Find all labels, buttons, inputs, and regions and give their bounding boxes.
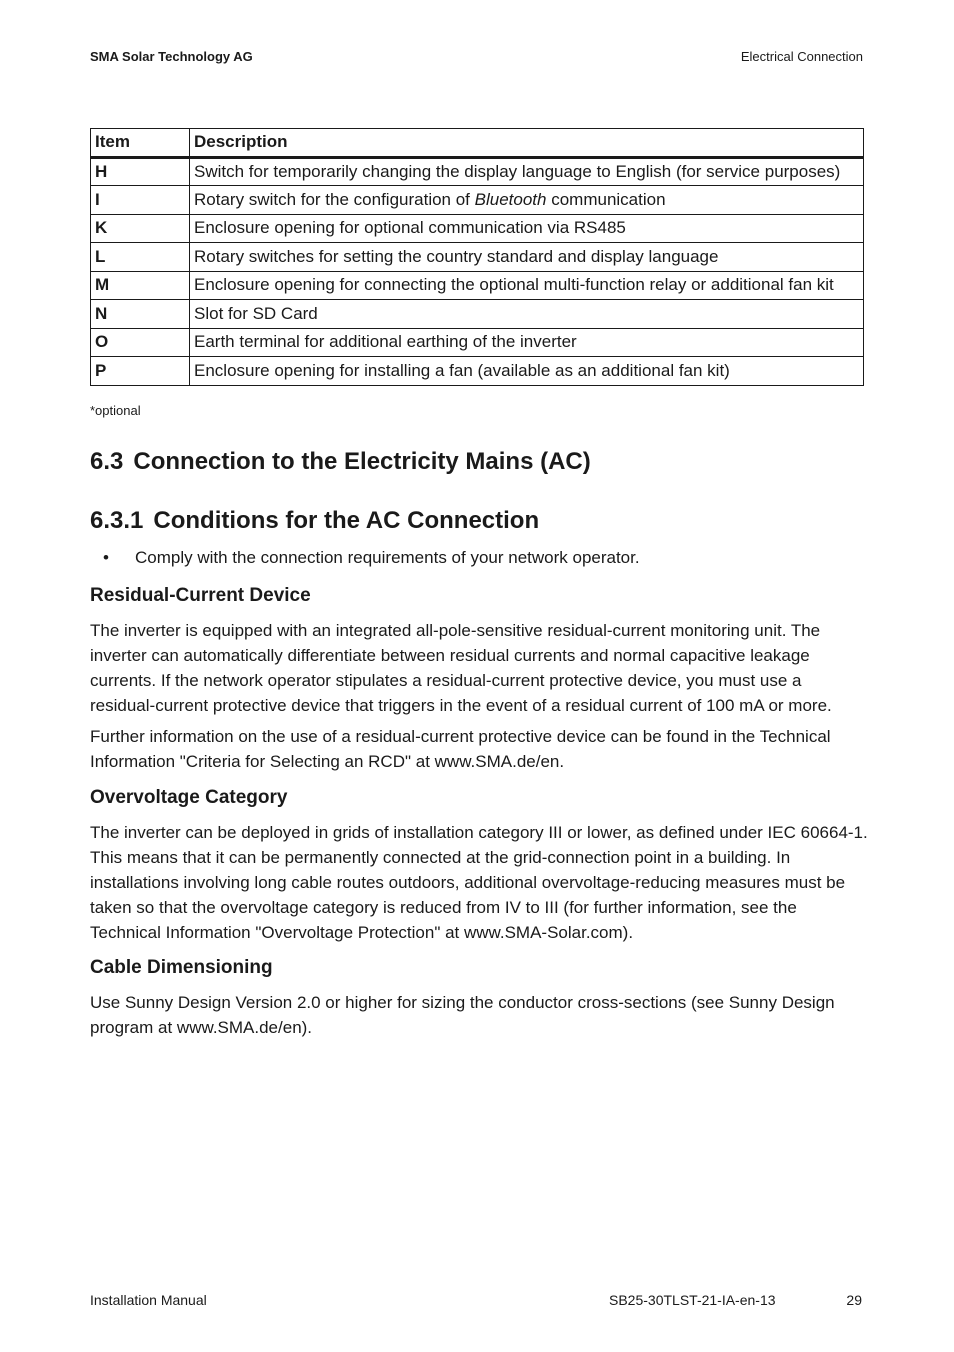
item-cell: N [91,300,190,329]
item-cell: O [91,328,190,357]
footer-document-title: Installation Manual [90,1292,207,1308]
table-header-row [91,129,864,158]
bullet-text: Comply with the connection requirements of your network operator. [135,548,640,567]
table-footnote: *optional [90,403,141,418]
table-row [91,328,864,357]
subsection-heading [90,507,539,535]
item-cell: P [91,357,190,386]
section-title: Connection to the Electricity Mains (AC) [133,448,591,475]
table-row [91,300,864,329]
column-header-item: Item [91,129,190,158]
item-cell: H [91,157,190,186]
subsection-number: 6.3.1 [90,507,144,534]
description-cell [190,186,864,215]
overvoltage-heading: Overvoltage Category [90,787,288,808]
table-row [91,243,864,272]
table-row [91,271,864,300]
section-number: 6.3 [90,448,124,475]
item-cell: L [91,243,190,272]
running-header-chapter: Electrical Connection [740,49,863,64]
bullet-symbol: • [103,548,109,567]
description-emphasis: Bluetooth [474,189,547,209]
description-cell: Earth terminal for additional earthing of the inverter [190,328,864,357]
item-cell: K [91,214,190,243]
table-row [91,214,864,243]
page-number: 29 [846,1292,862,1308]
rcd-paragraph-2: Further information on the use of a residual-current protective device can be found in the Technical Information "Criteria for Selecting an RCD" at www.SMA.de/en. [90,727,831,771]
cable-paragraph: Use Sunny Design Version 2.0 or higher for sizing the conductor cross-sections (see Sunny Design program at www.SMA.de/en). [90,993,835,1037]
rcd-paragraph-1: The inverter is equipped with an integrated all-pole-sensitive residual-current monitoring unit. The inverter can automatically differentiate between residual currents and normal capacitive leakage currents. If the network operator stipulates a residual-current protective device, you must use a residual-current protective device that triggers in the event of a residual current of 100 mA or more. [90,621,832,715]
cable-heading: Cable Dimensioning [90,957,273,978]
description-cell: Rotary switches for setting the country standard and display language [190,243,864,272]
table-row [91,157,864,186]
description-cell: Enclosure opening for installing a fan (available as an additional fan kit) [190,357,864,386]
description-cell: Switch for temporarily changing the display language to English (for service purposes) [190,157,864,186]
description-cell: Enclosure opening for connecting the optional multi-function relay or additional fan kit [190,271,864,300]
section-heading [90,448,591,476]
description-cell: Enclosure opening for optional communication via RS485 [190,214,864,243]
item-cell: M [91,271,190,300]
table-row [91,357,864,386]
item-cell: I [91,186,190,215]
overvoltage-paragraph: The inverter can be deployed in grids of installation category III or lower, as defined under IEC 60664-1. This means that it can be permanently connected at the grid-connection point in a building. In installations involving long cable routes outdoors, additional overvoltage-reducing measures must be taken so that the overvoltage category is reduced from IV to III (for further information, see the Technical Information "Overvoltage Protection" at www.SMA-Solar.com). [90,823,868,942]
footer-document-code: SB25-30TLST-21-IA-en-13 [609,1292,776,1308]
rcd-heading: Residual-Current Device [90,585,311,606]
description-text: Rotary switch for the configuration of [194,189,475,209]
subsection-title: Conditions for the AC Connection [153,507,540,534]
description-cell: Slot for SD Card [190,300,864,329]
description-text: communication [546,189,666,209]
table-row [91,186,864,215]
column-header-description: Description [190,129,864,158]
running-header-company: SMA Solar Technology AG [90,49,253,64]
bullet-item [90,548,640,568]
item-description-table [90,128,864,386]
